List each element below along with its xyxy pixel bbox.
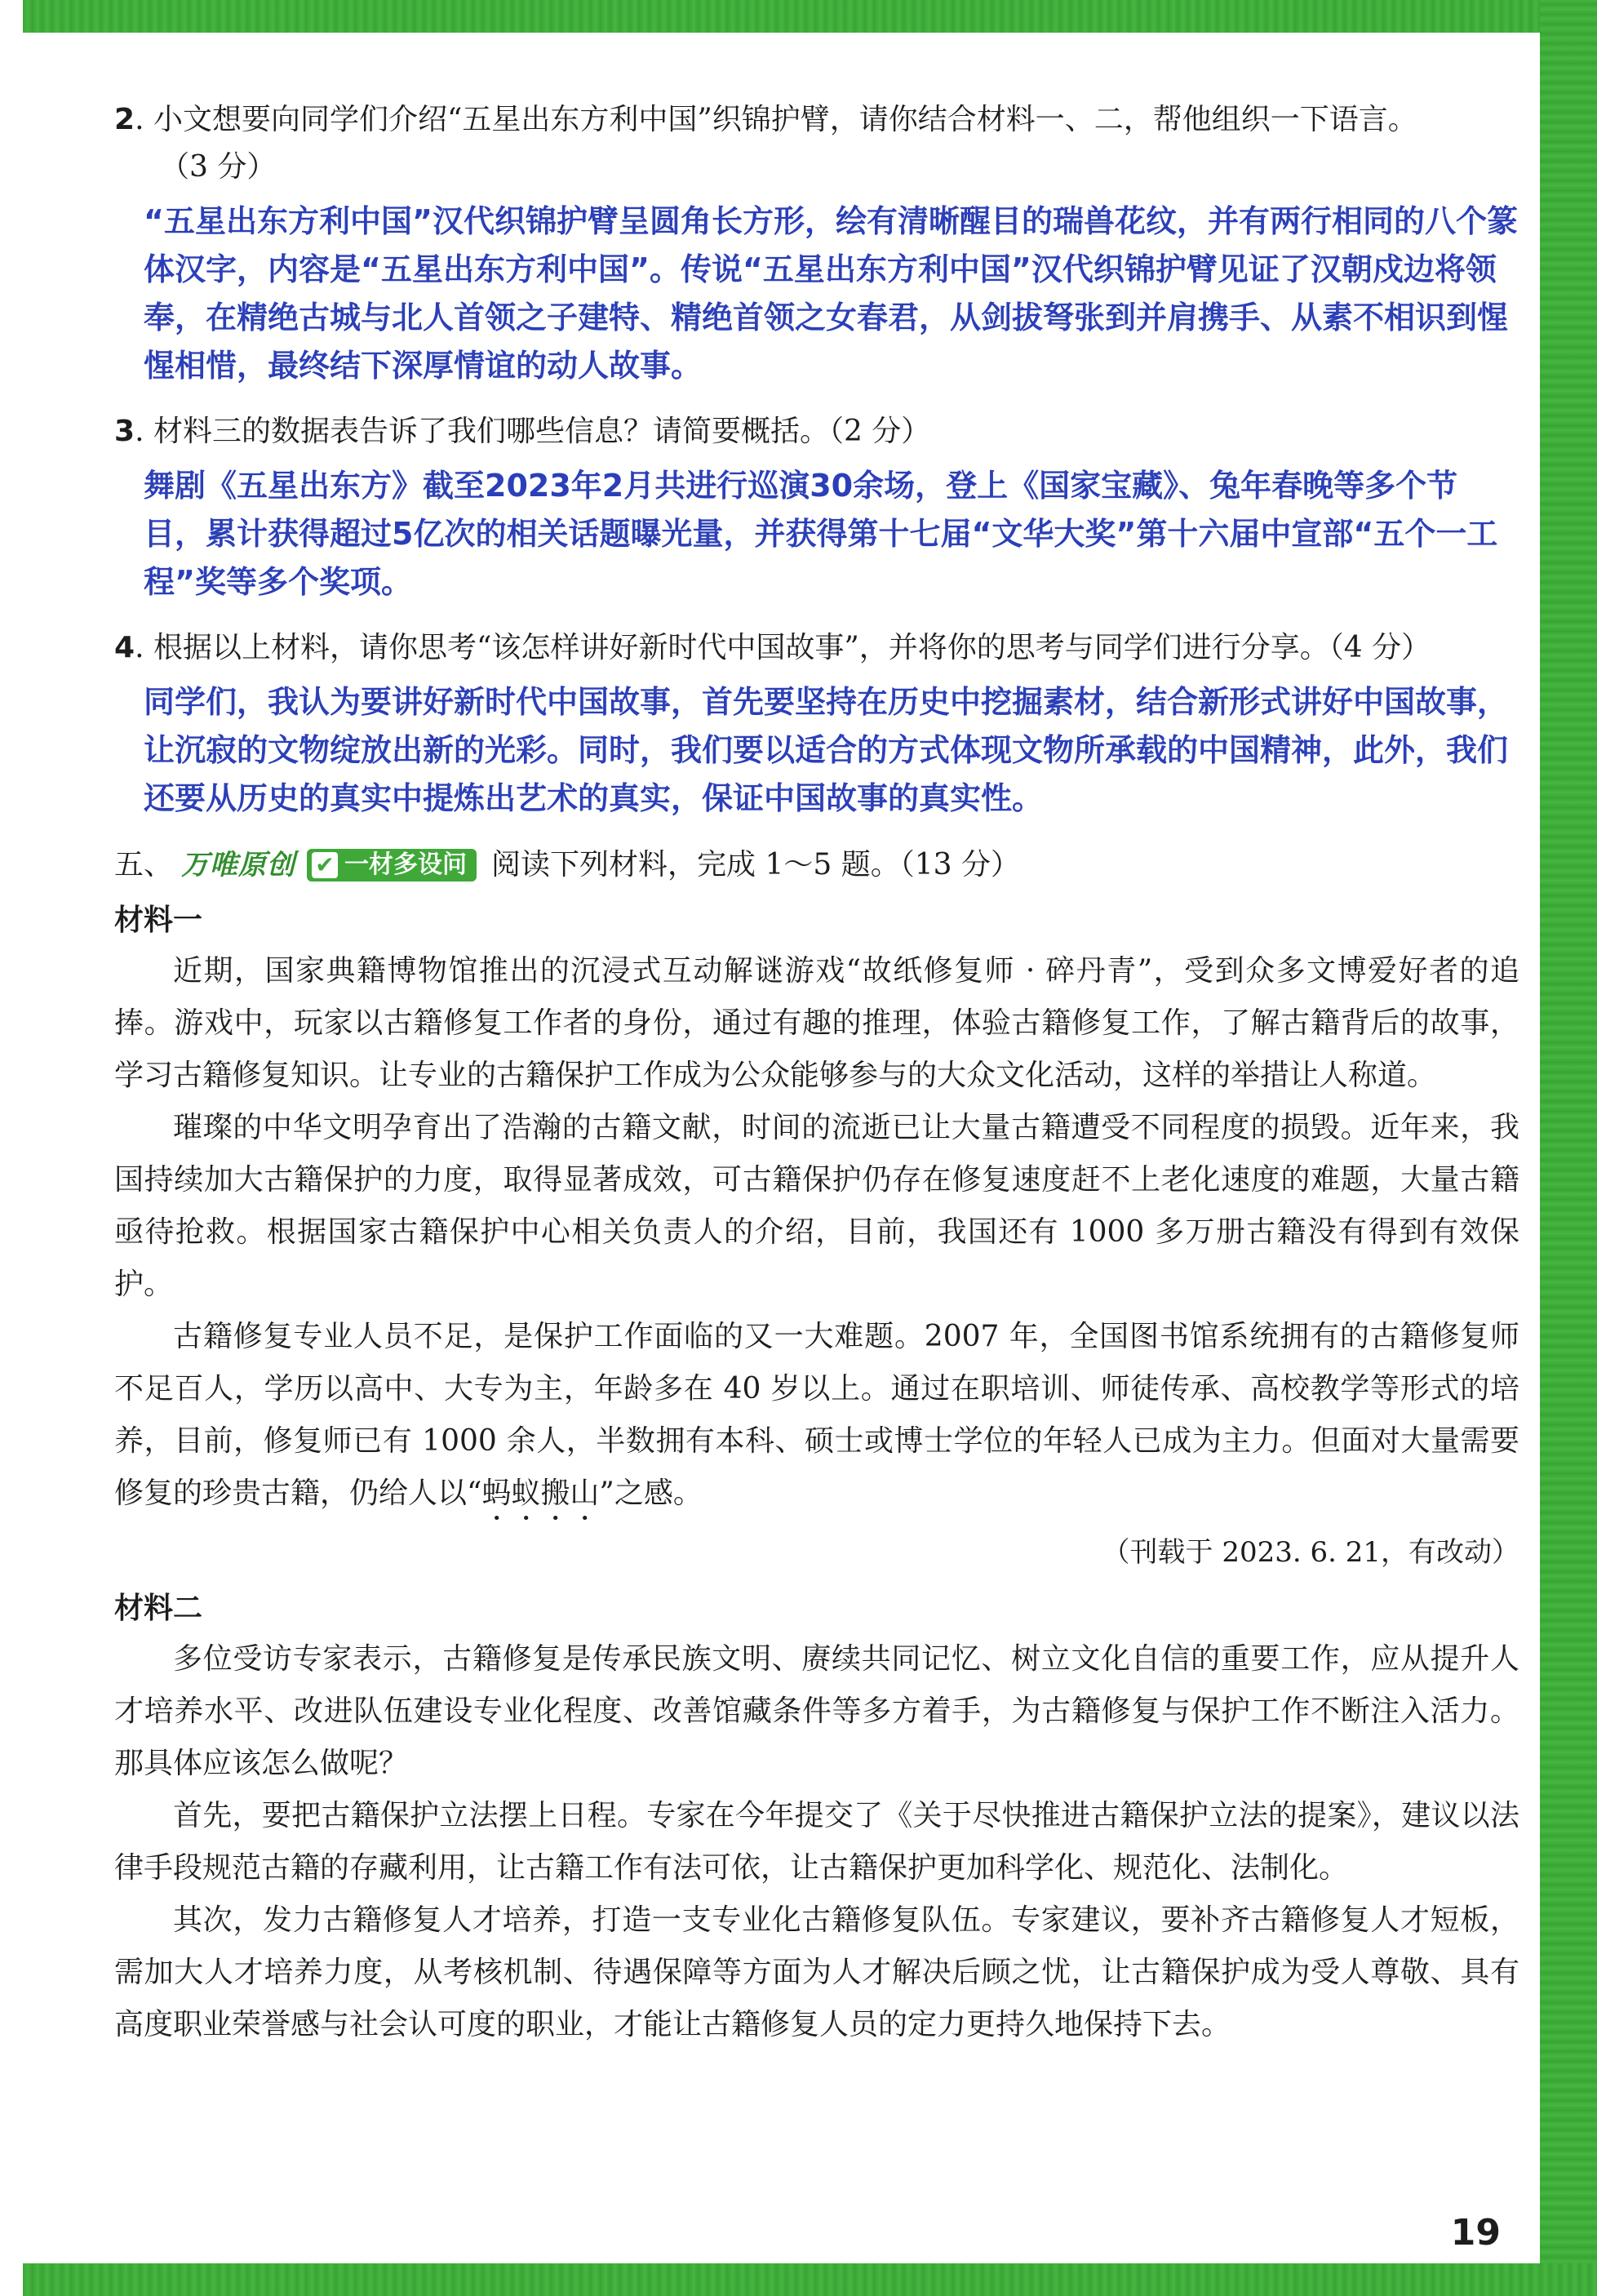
question-4-number: 4: [114, 631, 135, 664]
material-1-para-2: 璀璨的中华文明孕育出了浩瀚的古籍文献，时间的流逝已让大量古籍遭受不同程度的损毁。近年来，我国持续加大古籍保护的力度，取得显著成效，可古籍保护仍存在修复速度赶不上老化速度的难题，大量古籍亟待抢救。根据国家古籍保护中心相关负责人的介绍，目前，我国还有 1000 多万册古籍没有得到有效保护。: [114, 1111, 1519, 1301]
question-2-number: 2: [114, 103, 135, 136]
question-4: [114, 624, 1519, 672]
multi-question-tag: [307, 849, 477, 882]
material-1-source: （刊载于 2023. 6. 21，有改动）: [1102, 1536, 1519, 1569]
material-2-para-3: 其次，发力古籍修复人才培养，打造一支专业化古籍修复队伍。专家建议，要补齐古籍修复人才短板，需加大人才培养力度，从考核机制、待遇保障等方面为人才解决后顾之忧，让古籍保护成为受人尊敬、具有高度职业荣誉感与社会认可度的职业，才能让古籍修复人员的定力更持久地保持下去。: [114, 1903, 1519, 2041]
material-1-title: 材料一: [114, 904, 203, 937]
question-2: [114, 96, 1519, 144]
answer-2: “五星出东方利中国”汉代织锦护臂呈圆角长方形，绘有清晰醒目的瑞兽花纹，并有两行相同的八个篆体汉字，内容是“五星出东方利中国”。传说“五星出东方利中国”汉代织锦护臂见证了汉朝戍边将领奉，在精绝古城与北人首领之子建特、精绝首领之女春君，从剑拔弩张到并肩携手、从素不相识到惺惺相惜，最终结下深厚情谊的动人故事。: [144, 203, 1518, 384]
answer-3: 舞剧《五星出东方》截至2023年2月共进行巡演30余场，登上《国家宝藏》、兔年春晚等多个节目，累计获得超过5亿次的相关话题曝光量，并获得第十七届“文华大奖”第十六届中宣部“五个一工程”奖等多个奖项。: [144, 468, 1498, 600]
material-1-para-3: [114, 1311, 1519, 1527]
section-5-instruction: 阅读下列材料，完成 1～5 题。（13 分）: [491, 848, 1020, 882]
question-3-number: 3: [114, 415, 135, 448]
page-number: 19: [1450, 2212, 1501, 2254]
material-1-para-3-b: ”之感。: [599, 1477, 703, 1510]
section-5-header: [114, 841, 1519, 890]
question-2-text: . 小文想要向同学们介绍“五星出东方利中国”织锦护臂，请你结合材料一、二，帮他组织一下语言。: [135, 103, 1417, 136]
material-1-para-3-a: 古籍修复专业人员不足，是保护工作面临的又一大难题。2007 年，全国图书馆系统拥有的古籍修复师不足百人，学历以高中、大专为主，年龄多在 40 岁以上。通过在职培训、师徒传承、高校教学等形式的培养，目前，修复师已有 1000 余人，半数拥有本科、硕士或博士学位的年轻人已成为主力。但面对大量需要修复的珍贵古籍，仍给人以“: [114, 1320, 1519, 1510]
material-2-title: 材料二: [114, 1592, 203, 1625]
emphasized-phrase: 蚂蚁搬山: [481, 1477, 600, 1510]
material-2-para-1: 多位受访专家表示，古籍修复是传承民族文明、赓续共同记忆、树立文化自信的重要工作，应从提升人才培养水平、改进队伍建设专业化程度、改善馆藏条件等多方着手，为古籍修复与保护工作不断注入活力。那具体应该怎么做呢？: [114, 1642, 1519, 1780]
green-frame-top: [23, 0, 1597, 33]
question-3-text: . 材料三的数据表告诉了我们哪些信息？请简要概括。（2 分）: [135, 415, 931, 448]
material-1-para-1: 近期，国家典籍博物馆推出的沉浸式互动解谜游戏“故纸修复师 · 碎丹青”，受到众多文博爱好者的追捧。游戏中，玩家以古籍修复工作者的身份，通过有趣的推理，体验古籍修复工作，了解古籍背后的故事，学习古籍修复知识。让专业的古籍保护工作成为公众能够参与的大众文化活动，这样的举措让人称道。: [114, 954, 1519, 1092]
green-frame-bottom: [23, 2263, 1597, 2296]
original-tag: 万唯原创: [181, 849, 296, 882]
material-2-para-2: 首先，要把古籍保护立法摆上日程。专家在今年提交了《关于尽快推进古籍保护立法的提案》，建议以法律手段规范古籍的存藏利用，让古籍工作有法可依，让古籍保护更加科学化、规范化、法制化。: [114, 1799, 1519, 1885]
green-frame-right: [1540, 0, 1597, 2296]
answer-4: 同学们，我认为要讲好新时代中国故事，首先要坚持在历史中挖掘素材，结合新形式讲好中国故事，让沉寂的文物绽放出新的光彩。同时，我们要以适合的方式体现文物所承载的中国精神，此外，我们还要从历史的真实中提炼出艺术的真实，保证中国故事的真实性。: [144, 684, 1509, 816]
question-3: [114, 408, 1519, 455]
question-4-text: . 根据以上材料，请你思考“该怎样讲好新时代中国故事”，并将你的思考与同学们进行分享。（4 分）: [135, 631, 1431, 664]
section-5-prefix: 五、: [114, 848, 174, 882]
check-icon: ✔: [312, 852, 338, 878]
multi-question-tag-label: 一材多设问: [344, 850, 468, 879]
question-2-score: （3 分）: [160, 150, 277, 184]
page-content: [114, 96, 1519, 2051]
